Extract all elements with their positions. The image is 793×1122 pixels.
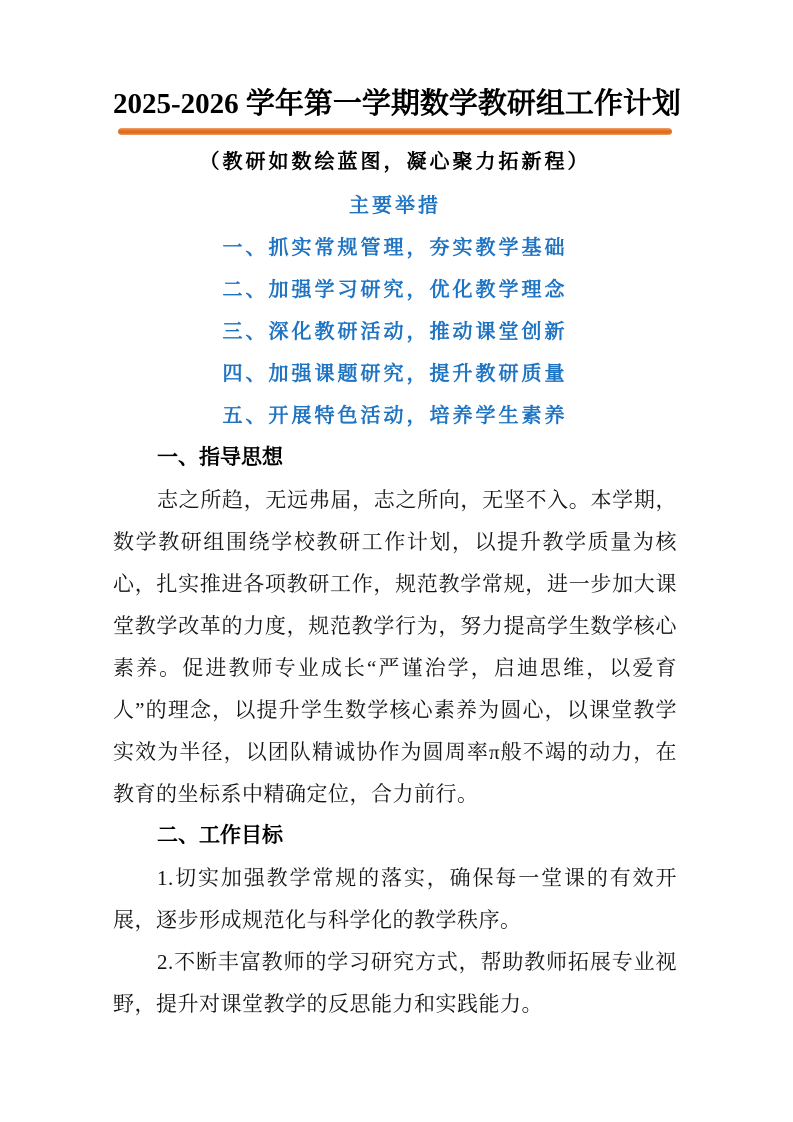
section-paragraph: 志之所趋，无远弗届，志之所向，无坚不入。本学期，数学教研组围绕学校教研工作计划，以提升教学质量为核心，扎实推进各项教研工作，规范教学常规，进一步加大课堂教学改革的力度，规范教学行为，努力提高学生数学核心素养。促进教师专业成长“严谨治学，启迪思维，以爱育人”的理念，以提升学生数学核心素养为圆心，以课堂教学实效为半径，以团队精诚协作为圆周率π般不竭的动力，在教育的坐标系中精确定位，合力前行。 (113, 488, 677, 806)
measures-heading: 主要举措 (349, 195, 441, 217)
title-underline-accent (118, 128, 672, 135)
measure-item-5: 五、开展特色活动，培养学生素养 (222, 405, 568, 427)
section-heading-guiding-ideology: 一、指导思想 (157, 446, 283, 469)
document-subtitle: （教研如数绘蓝图，凝心聚力拓新程） (199, 151, 591, 173)
measures-block (113, 185, 677, 437)
section-paragraph: 2.不断丰富教师的学习研究方式，帮助教师拓展专业视野，提升对课堂教学的反思能力和实践能力。 (113, 950, 677, 1016)
page-title: 2025-2026 学年第一学期数学教研组工作计划 (113, 88, 681, 120)
measure-item-3: 三、深化教研活动，推动课堂创新 (222, 321, 568, 343)
measure-item-2: 二、加强学习研究，优化教学理念 (222, 279, 568, 301)
section-paragraph: 1.切实加强教学常规的落实，确保每一堂课的有效开展，逐步形成规范化与科学化的教学秩序。 (113, 866, 677, 932)
measure-item-1: 一、抓实常规管理，夯实教学基础 (222, 237, 568, 259)
measure-item-4: 四、加强课题研究，提升教研质量 (222, 363, 568, 385)
section-heading-work-goals: 二、工作目标 (157, 824, 283, 847)
